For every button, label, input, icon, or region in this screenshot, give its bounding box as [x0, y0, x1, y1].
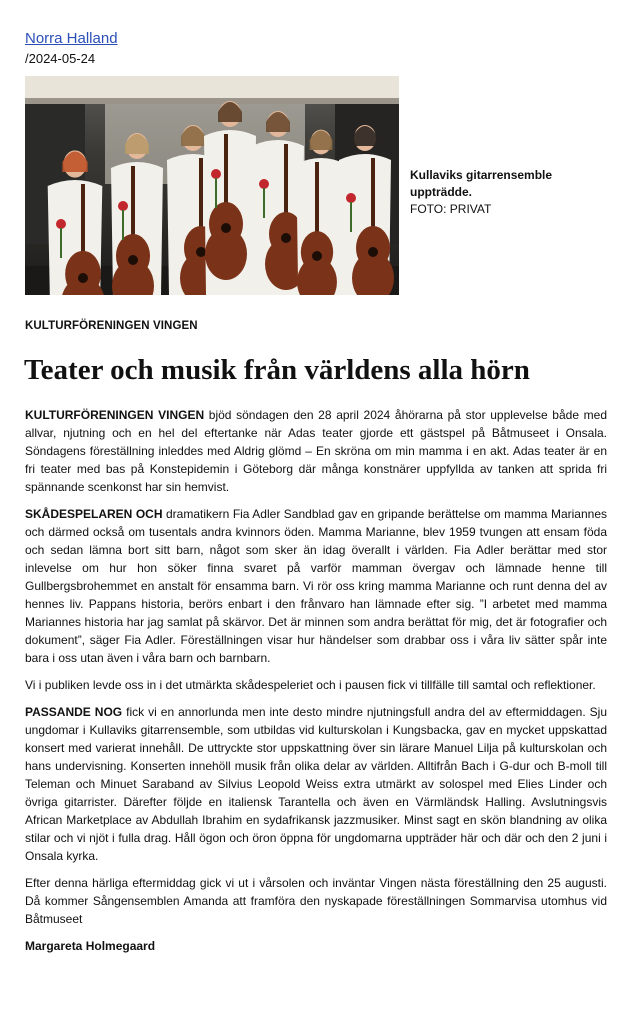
paragraph-3 [25, 676, 607, 694]
paragraph-5 [25, 874, 607, 928]
photo-credit: FOTO: PRIVAT [410, 202, 492, 216]
paragraph-lead: PASSANDE NOG [25, 705, 123, 719]
paragraph-2 [25, 505, 607, 667]
source-link[interactable]: Norra Halland [25, 30, 118, 47]
paragraph-lead: KULTURFÖRENINGEN VINGEN [25, 408, 205, 422]
section-kicker: KULTURFÖRENINGEN VINGEN [25, 320, 198, 332]
photo-caption [410, 167, 610, 218]
paragraph-text: Efter denna härliga eftermiddag gick vi ut i vårsolen och inväntar Vingen nästa föreställning den 25 augusti. Då kommer Sångensemblen Amanda att framföra den nyskapade föreställningen Sommarvisa utomhus vid Båtmuseet [25, 876, 607, 926]
paragraph-text: bjöd söndagen den 28 april 2024 åhörarna på stor upplevelse både med allvar, njutning och en hel del eftertanke när Adas teater gjorde ett gästspel på Båtmuseet i Onsala. Söndagens föreställning inleddes med Aldrig glömd – En skröna om min mamma i en akt. Adas teater är en fri teater med bas på Konstepidemin i Göteborg där många konstnärer uppfyllda av tanken att sprida fri spännande scenkonst har sin hemvist. [25, 408, 607, 494]
paragraph-lead: SKÅDESPELAREN OCH [25, 507, 163, 521]
ensemble-photo-illustration [25, 76, 399, 295]
ceiling-light-area [25, 76, 399, 98]
article-body [25, 406, 607, 955]
author-byline: Margareta Holmegaard [25, 939, 156, 953]
paragraph-text: dramatikern Fia Adler Sandblad gav en gripande berättelse om mamma Mariannes och därmed också om tusentals andra kvinnors öden. Mamma Marianne, blev 1959 tvungen att ensam föda och sedan lämna bort sitt barn, något som sker än idag överallt i världen. Fia Adler berättar med stor inlevelse om hur hon söker finna svaret på varför mamman övergav och lämnade henne till Gullbergsbrohemmet en anstalt för ensamma barn. Vi rör oss kring mamma Marianne och runt denna del av hennes liv. Pappans historia, berörs enbart i den frånvaro han lämnade efter sig. ”I arbetet med mamma Mariannes historia har jag samlat på skärvor. Det är minnen som andra berättat för mig, det är fotografier och dokument”, säger Fia Adler. Föreställningen visar hur händelser som drabbar oss i våra liv sätter spår inte bara i oss utan även i våra barn och barnbarn. [25, 507, 607, 665]
article-headline: Teater och musik från världens alla hörn [24, 354, 530, 386]
paragraph-text: Vi i publiken levde oss in i det utmärkta skådespeleriet och i pausen fick vi tillfälle till samtal och reflektioner. [25, 678, 596, 692]
publish-date: /2024-05-24 [25, 51, 96, 66]
article-photo [25, 76, 399, 295]
paragraph-4 [25, 703, 607, 865]
caption-text: Kullaviks gitarrensemble uppträdde. [410, 168, 553, 199]
paragraph-1 [25, 406, 607, 496]
paragraph-text: fick vi en annorlunda men inte desto mindre njutningsfull andra del av eftermiddagen. Sju ungdomar i Kullaviks gitarrensemble, som utbildas vid kulturskolan i Kungsbacka, gav en mycket uppskattad konsert med varierat innehåll. De uttryckte stor uppskattning över sin lärare Manuel Lilja på kulturskolan och hans undervisning. Konserten innehöll musik från olika delar av världen. Alltifrån Bach i G-dur och B-moll till Teleman och Minuet Saraband av Silvius Leopold Weiss extra utmärkt av solospel med Elies Linder och övriga gitarrister. Därefter följde en italiensk Tarantella och även en Värmländsk Halling. Avslutningsvis African Marketplace av Abdullah Ibrahim en sydafrikansk jazzmusiker. Minst sagt en skön blandning av olika stilar och vi njöt i fulla drag. Håll ögon och öron öppna för ungdomarna uppträder här och där och den 2 juni i Onsala kyrka. [25, 705, 607, 863]
